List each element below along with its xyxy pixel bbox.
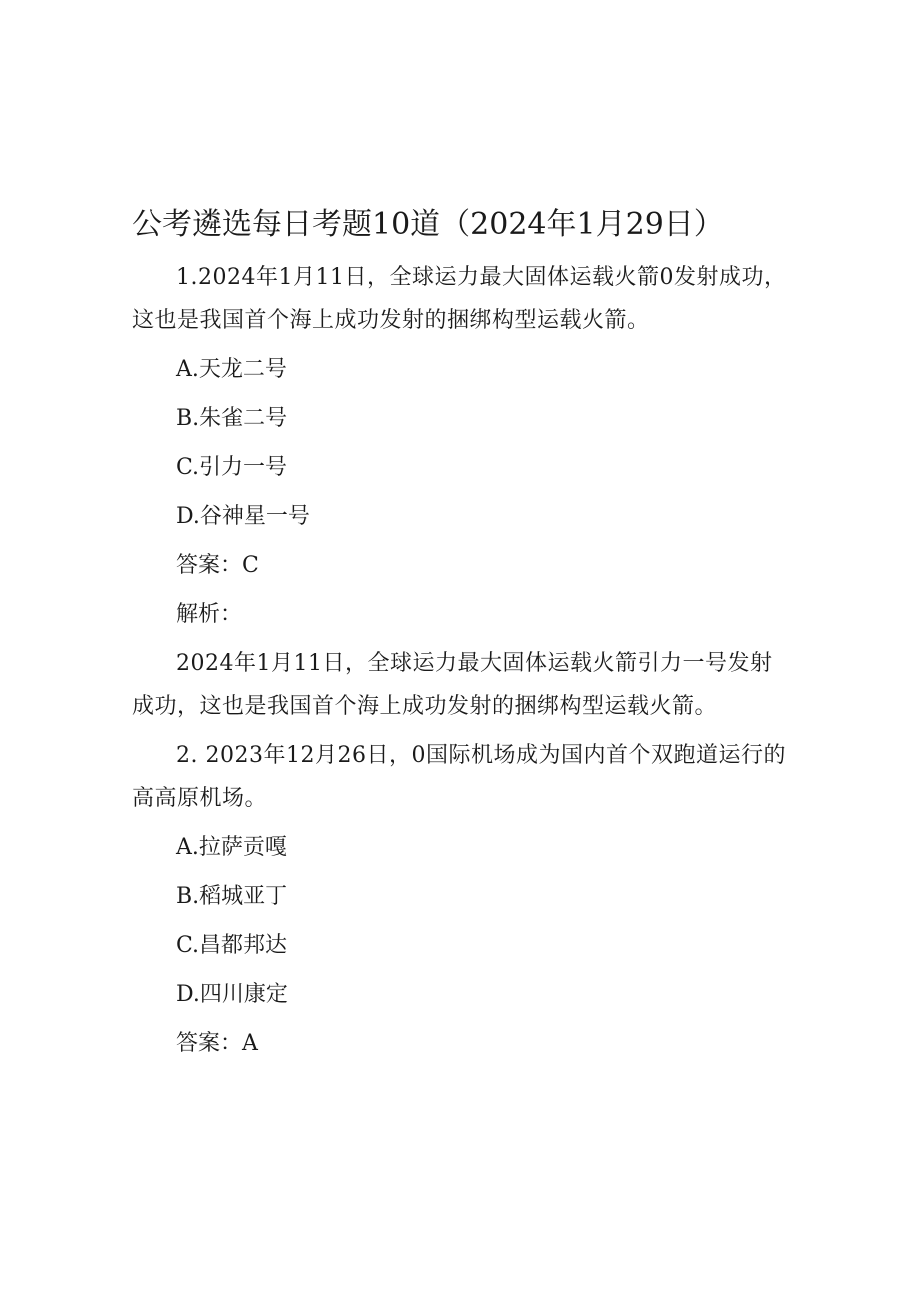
question-2-option-a: A.拉萨贡嘎 [176, 835, 287, 860]
question-2-stem: 2. 2023年12月26日，0国际机场成为国内首个双跑道运行的高高原机场。 [132, 743, 786, 811]
document-title: 公考遴选每日考题10道（2024年1月29日） [132, 207, 724, 242]
question-1-option-c: C.引力一号 [176, 455, 288, 480]
question-1 [132, 256, 792, 728]
question-1-option-b: B.朱雀二号 [176, 406, 288, 431]
question-2-option-c: C.昌都邦达 [176, 933, 288, 958]
question-1-analysis-label: 解析： [176, 602, 243, 627]
question-2-option-b: B.稻城亚丁 [176, 884, 288, 909]
question-1-stem: 1.2024年1月11日，全球运力最大固体运载火箭0发射成功，这也是我国首个海上成功发射的捆绑构型运载火箭。 [132, 265, 787, 333]
question-1-analysis: 2024年1月11日，全球运力最大固体运载火箭引力一号发射成功，这也是我国首个海上成功发射的捆绑构型运载火箭。 [132, 651, 773, 719]
question-2 [132, 734, 792, 1065]
question-1-answer: 答案：C [176, 553, 259, 578]
question-2-answer: 答案：A [176, 1031, 258, 1056]
document-body [132, 256, 792, 1071]
question-1-option-a: A.天龙二号 [176, 357, 287, 382]
question-2-option-d: D.四川康定 [176, 982, 288, 1007]
question-1-option-d: D.谷神星一号 [176, 504, 310, 529]
